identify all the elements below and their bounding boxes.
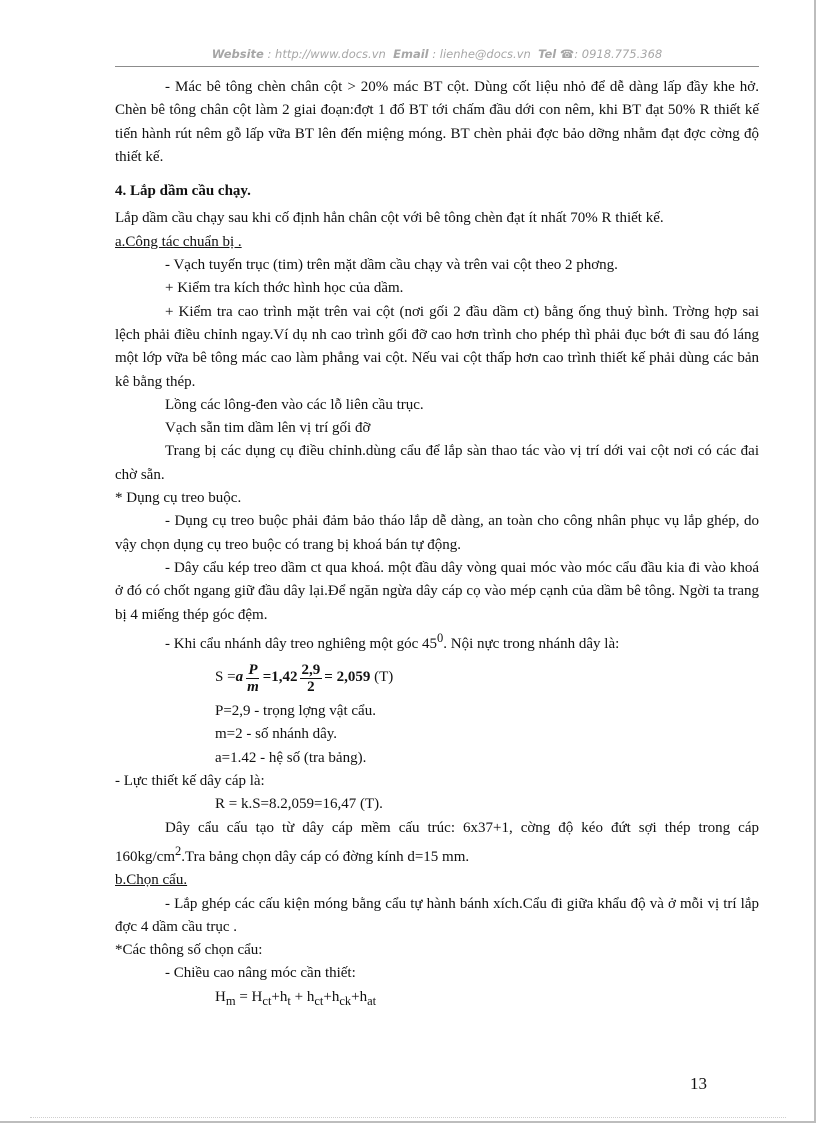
coefficient: 1,42: [271, 669, 298, 686]
phone-icon: ☎: [559, 47, 575, 61]
paragraph: Trang bị các dụng cụ điều chỉnh.dùng cẩu để lắp sàn thao tác vào vị trí dới vai cột nơi có các đai chờ sẵn.: [115, 443, 759, 483]
paragraph: [115, 627, 759, 656]
text: +: [351, 988, 360, 1005]
subscript: at: [367, 993, 377, 1008]
text: =: [235, 988, 252, 1005]
text: . Nội nực trong nhánh dây là:: [443, 635, 620, 652]
paragraph: - Vạch tuyến trục (tim) trên mặt dầm cầu chạy và trên vai cột theo 2 phơng.: [165, 257, 618, 274]
equals: =: [262, 669, 272, 686]
page-header: [115, 47, 759, 61]
paragraph: Lồng các lông-đen vào các lỗ liên cầu trục.: [165, 396, 424, 413]
formula-unit: (T): [374, 669, 394, 686]
superscript: 2: [175, 843, 182, 858]
paragraph: - Lắp ghép các cấu kiện móng bằng cẩu tự hành bánh xích.Cẩu đi giữa khẩu độ và ở mỗi vị trí lắp đợc 4 dầm cầu trục .: [115, 895, 759, 935]
formula-result: 2,059: [336, 669, 371, 686]
paragraph: m=2 - số nhánh dây.: [215, 726, 338, 743]
fraction-load: [300, 662, 323, 695]
paragraph: * Dụng cụ treo buộc.: [115, 490, 242, 507]
paragraph: a=1.42 - hệ số (tra bảng).: [215, 749, 367, 766]
email-value: : lienhe@docs.vn: [432, 47, 531, 61]
text: +: [323, 988, 332, 1005]
fraction-p-over-m: [245, 662, 261, 695]
text: H: [251, 988, 263, 1005]
text: +: [271, 988, 280, 1005]
subscript: ct: [314, 993, 324, 1008]
subscript: m: [225, 993, 236, 1008]
text: .Tra bảng chọn dây cáp có đờng kính d=15 mm.: [181, 848, 470, 865]
text: Dây cẩu cấu tạo từ dây cáp mềm cấu trúc: 6x37+1, cờng độ kéo đứt sợi thép trong cáp 160kg/cm: [115, 819, 759, 865]
subscript: ct: [262, 993, 272, 1008]
paragraph: *Các thông số chọn cẩu:: [115, 942, 263, 959]
text: h: [306, 988, 315, 1005]
paragraph: Vạch sẵn tim dầm lên vị trí gối đỡ: [165, 420, 371, 437]
text: - Khi cẩu nhánh dây treo nghiêng một góc 45: [165, 635, 438, 652]
text: h: [279, 988, 288, 1005]
paragraph: + Kiểm tra kích thớc hình học của dầm.: [165, 280, 404, 297]
tel-value: : 0918.775.368: [574, 47, 663, 61]
footer-rule: [30, 1117, 786, 1118]
text: h: [331, 988, 340, 1005]
numerator: 2,9: [301, 661, 321, 678]
paragraph: - Dây cẩu kép treo dầm ct qua khoá. một đầu dây vòng quai móc vào móc cẩu đầu kia đi vào khoá ở đó có chốt ngang giữ đầu dây lại.Để ngăn ngừa dây cáp cọ vào mép cạnh của dầm bê tông. Ngời ta trang bị 4 miếng thép góc đệm.: [115, 559, 759, 623]
paragraph: R = k.S=8.2,059=16,47 (T).: [215, 796, 383, 813]
paragraph: - Chiều cao nâng móc cần thiết:: [165, 965, 356, 982]
formula-a: a: [235, 669, 244, 686]
website-label: Website: [211, 47, 264, 61]
text: H: [215, 988, 226, 1005]
tel-label: Tel: [538, 47, 557, 61]
text: +: [290, 988, 307, 1005]
text: h: [359, 988, 368, 1005]
denominator: m: [247, 678, 259, 695]
subscript: ck: [339, 993, 352, 1008]
paragraph: - Mác bê tông chèn chân cột > 20% mác BT cột. Dùng cốt liệu nhỏ để dễ dàng lấp đầy khe hở. Chèn bê tông chân cột làm 2 giai đoạn:đợt 1 đổ BT tới chấm đầu dới con nêm, khi BT đạt 50% R thiết kế tiến hành rút nêm gỗ lấp vữa BT lên đến miệng móng. BT chèn phải đợc bảo dỡng nhằm đạt đợc cờng độ thiết kế.: [115, 79, 759, 165]
paragraph: P=2,9 - trọng lợng vật cẩu.: [215, 703, 376, 720]
formula-lhs: S =: [215, 669, 236, 686]
denominator: 2: [307, 678, 315, 695]
paragraph: - Dụng cụ treo buộc phải đảm bảo tháo lắp dễ dàng, an toàn cho công nhân phục vụ lắp ghép, do vậy chọn dụng cụ treo buộc có trang bị khoá bán tự động.: [115, 513, 759, 553]
equals: =: [324, 669, 333, 686]
header-rule: [115, 66, 759, 67]
superscript: 0: [437, 630, 444, 645]
formula-hm: [115, 986, 759, 1013]
subsection-heading: b.Chọn cẩu.: [115, 872, 188, 889]
subsection-heading: a.Công tác chuẩn bị .: [115, 233, 242, 250]
paragraph: [115, 817, 759, 870]
website-value: : http://www.docs.vn: [267, 47, 386, 61]
page-number: 13: [690, 1074, 707, 1093]
paragraph: Lắp dầm cầu chạy sau khi cố định hẳn chân cột với bê tông chèn đạt ít nhất 70% R thiết kế.: [115, 210, 664, 227]
document-body: [115, 76, 759, 1013]
section-heading: 4. Lắp dầm cầu chạy.: [115, 183, 251, 200]
subscript: t: [287, 993, 291, 1008]
paragraph: + Kiểm tra cao trình mặt trên vai cột (nơi gối 2 đầu dầm ct) bằng ống thuỷ bình. Trờng hợp sai lệch phải điều chỉnh ngay.Ví dụ nh cao trình gối đỡ cao hơn trình cho phép thì phải đục bớt đi sau đó láng một lớp vữa bê tông mác cao làm phẳng vai cột. Nếu vai cột thấp hơn cao trình thiết kế phải dùng các bản kê bằng thép.: [115, 303, 759, 390]
formula-s: [115, 656, 759, 700]
numerator: P: [248, 661, 258, 678]
paragraph: - Lực thiết kế dây cáp là:: [115, 773, 265, 790]
email-label: Email: [393, 47, 429, 61]
